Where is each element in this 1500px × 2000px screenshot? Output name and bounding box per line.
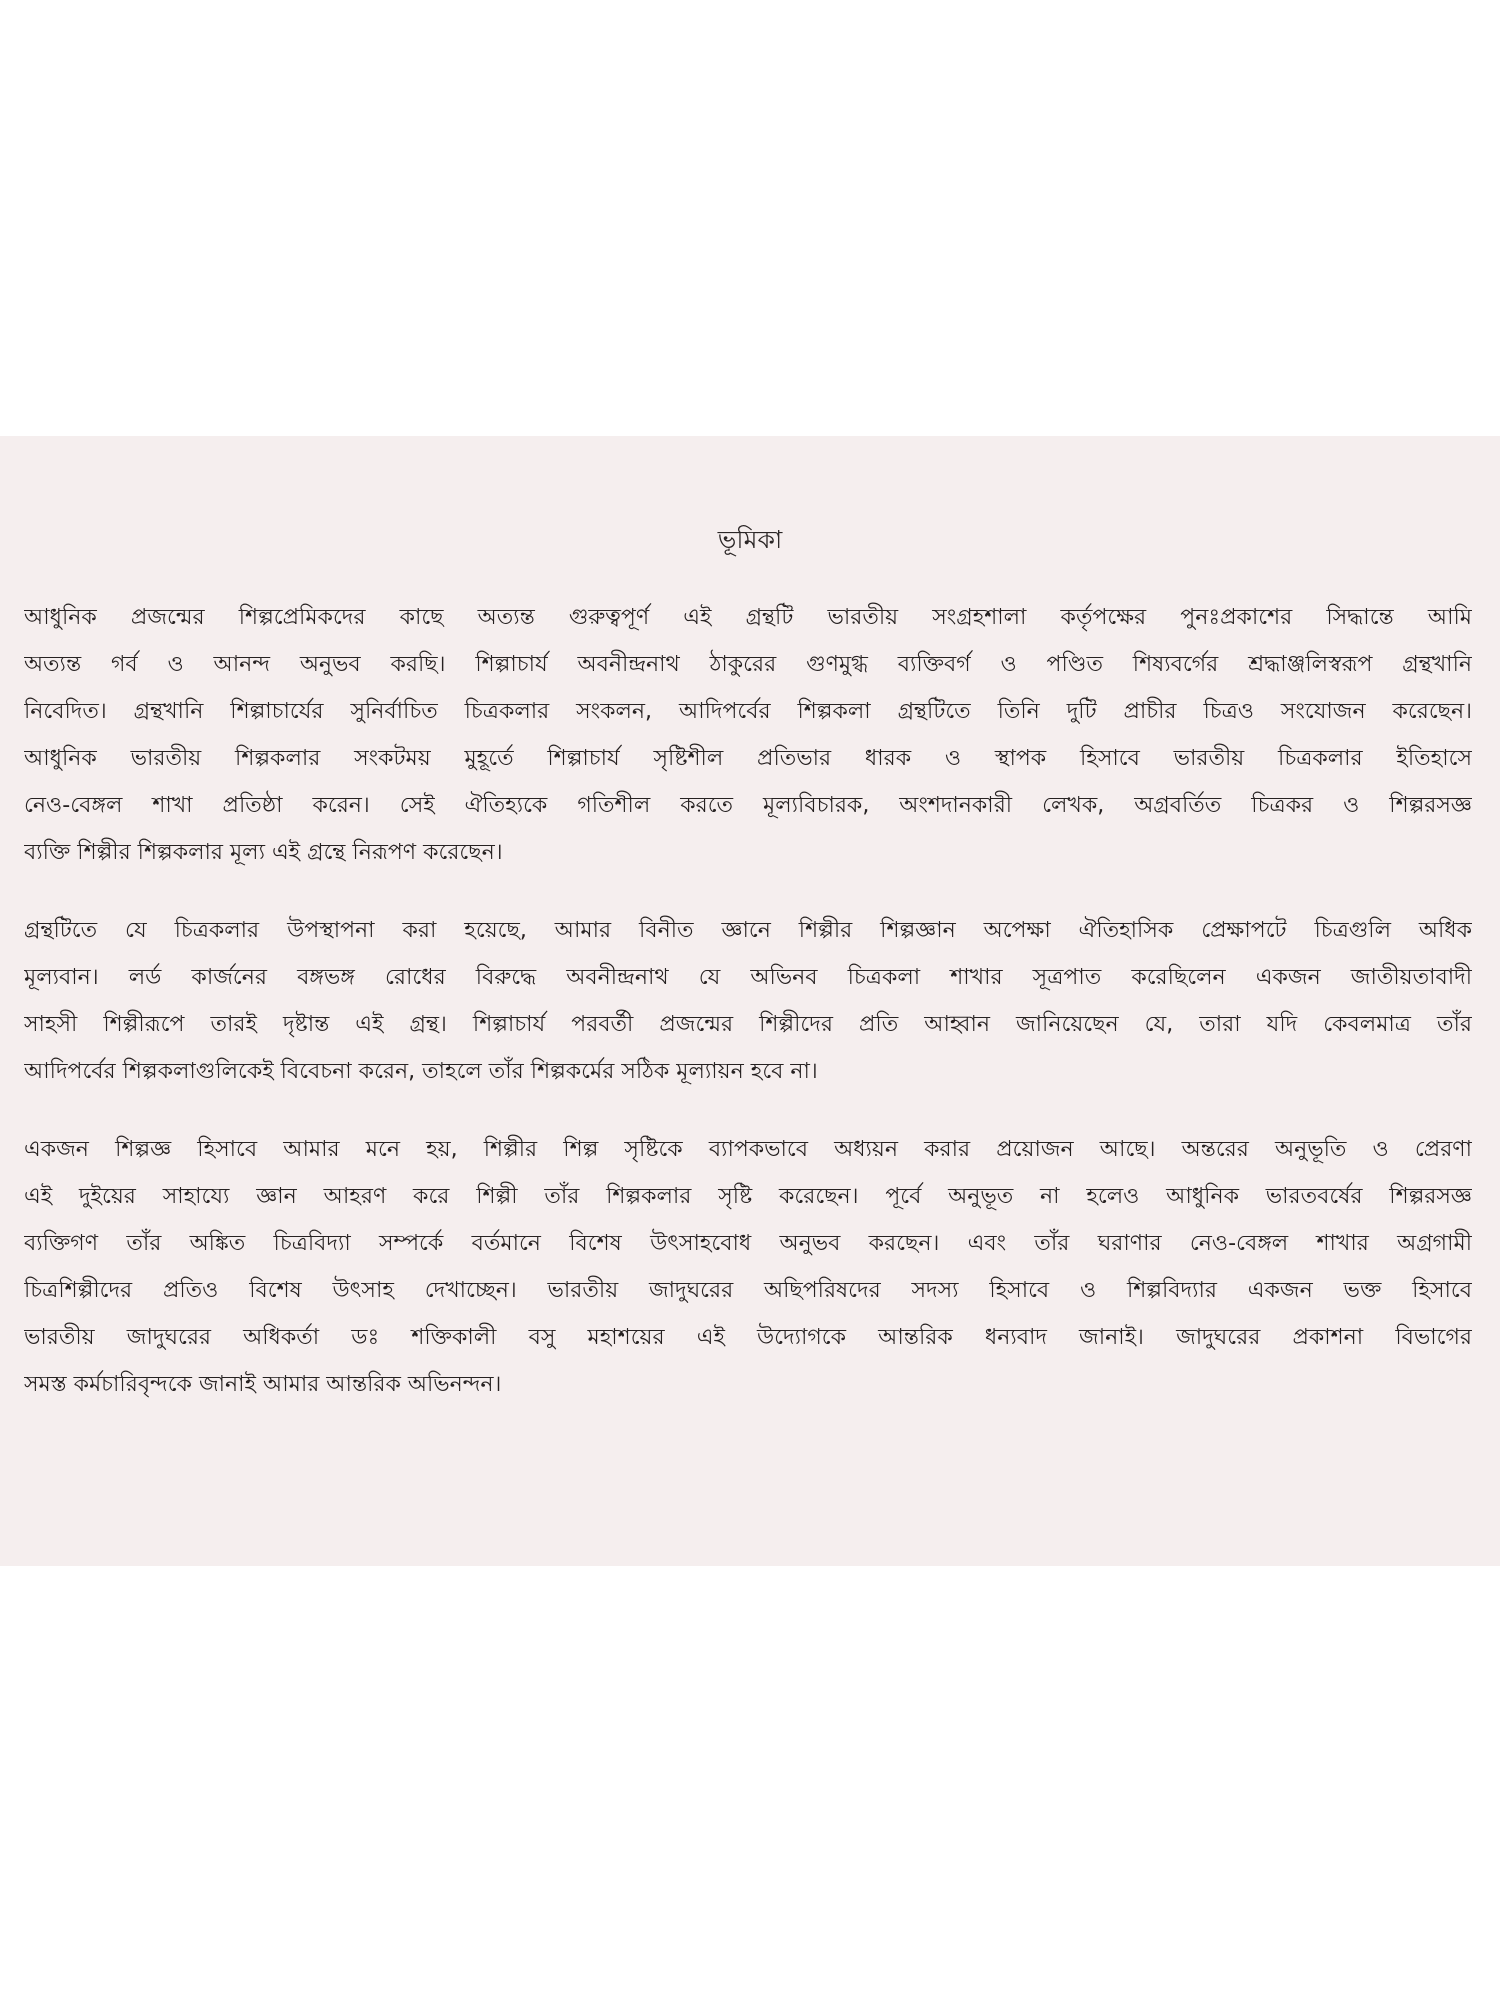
- text-line: অত্যন্ত গর্ব ও আনন্দ অনুভব করছি। শিল্পাচার্য অবনীন্দ্রনাথ ঠাকুরের গুণমুগ্ধ ব্যক্তিবর্গ ও পণ্ডিত শিষ্যবর্গের শ্রদ্ধাঞ্জলিস্বরূপ গ্রন্থখানি: [24, 652, 1472, 677]
- text-line: মূল্যবান। লর্ড কার্জনের বঙ্গভঙ্গ রোধের বিরুদ্ধে অবনীন্দ্রনাথ যে অভিনব চিত্রকলা শাখার সূত্রপাত করেছিলেন একজন জাতীয়তাবাদী: [24, 965, 1472, 990]
- text-line: আদিপর্বের শিল্পকলাগুলিকেই বিবেচনা করেন, তাহলে তাঁর শিল্পকর্মের সঠিক মূল্যায়ন হবে না।: [24, 1059, 818, 1084]
- text-line: ব্যক্তিগণ তাঁর অঙ্কিত চিত্রবিদ্যা সম্পর্কে বর্তমানে বিশেষ উৎসাহবোধ অনুভব করছেন। এবং তাঁর ঘরাণার নেও-বেঙ্গল শাখার অগ্রগামী: [24, 1231, 1472, 1256]
- text-line: চিত্রশিল্পীদের প্রতিও বিশেষ উৎসাহ দেখাচ্ছেন। ভারতীয় জাদুঘরের অছিপরিষদের সদস্য হিসাবে ও শিল্পবিদ্যার একজন ভক্ত হিসাবে: [24, 1278, 1472, 1303]
- text-line: আধুনিক ভারতীয় শিল্পকলার সংকটময় মুহূর্তে শিল্পাচার্য সৃষ্টিশীল প্রতিভার ধারক ও স্থাপক হিসাবে ভারতীয় চিত্রকলার ইতিহাসে: [24, 746, 1472, 771]
- paragraph-2: [24, 907, 1472, 1095]
- page-heading: ভূমিকা: [717, 525, 783, 554]
- paragraph-1: [24, 594, 1472, 876]
- text-line: গ্রন্থটিতে যে চিত্রকলার উপস্থাপনা করা হয়েছে, আমার বিনীত জ্ঞানে শিল্পীর শিল্পজ্ঞান অপেক্ষা ঐতিহাসিক প্রেক্ষাপটে চিত্রগুলি অধিক: [24, 918, 1472, 943]
- text-line: আধুনিক প্রজন্মের শিল্পপ্রেমিকদের কাছে অত্যন্ত গুরুত্বপূর্ণ এই গ্রন্থটি ভারতীয় সংগ্রহশালা কর্তৃপক্ষের পুনঃপ্রকাশের সিদ্ধান্তে আমি: [24, 605, 1472, 630]
- text-line: সাহসী শিল্পীরূপে তারই দৃষ্টান্ত এই গ্রন্থ। শিল্পাচার্য পরবর্তী প্রজন্মের শিল্পীদের প্রতি আহ্বান জানিয়েছেন যে, তারা যদি কেবলমাত্র তাঁর: [24, 1012, 1472, 1037]
- scanned-page: [0, 436, 1500, 1566]
- text-line: এই দুইয়ের সাহায্যে জ্ঞান আহরণ করে শিল্পী তাঁর শিল্পকলার সৃষ্টি করেছেন। পূর্বে অনুভূত না হলেও আধুনিক ভারতবর্ষের শিল্পরসজ্ঞ: [24, 1184, 1472, 1209]
- text-line: ব্যক্তি শিল্পীর শিল্পকলার মূল্য এই গ্রন্থে নিরূপণ করেছেন।: [24, 840, 503, 865]
- text-line: নিবেদিত। গ্রন্থখানি শিল্পাচার্যের সুনির্বাচিত চিত্রকলার সংকলন, আদিপর্বের শিল্পকলা গ্রন্থটিতে তিনি দুটি প্রাচীর চিত্রও সংযোজন করেছেন।: [24, 699, 1472, 724]
- text-line: সমস্ত কর্মচারিবৃন্দকে জানাই আমার আন্তরিক অভিনন্দন।: [24, 1372, 502, 1397]
- text-line: ভারতীয় জাদুঘরের অধিকর্তা ডঃ শক্তিকালী বসু মহাশয়ের এই উদ্যোগকে আন্তরিক ধন্যবাদ জানাই। জাদুঘরের প্রকাশনা বিভাগের: [24, 1325, 1472, 1350]
- text-line: একজন শিল্পজ্ঞ হিসাবে আমার মনে হয়, শিল্পীর শিল্প সৃষ্টিকে ব্যাপকভাবে অধ্যয়ন করার প্রয়োজন আছে। অন্তরের অনুভূতি ও প্রেরণা: [24, 1137, 1472, 1162]
- paragraph-3: [24, 1126, 1472, 1408]
- body-text: [24, 594, 1472, 1439]
- text-line: নেও-বেঙ্গল শাখা প্রতিষ্ঠা করেন। সেই ঐতিহ্যকে গতিশীল করতে মূল্যবিচারক, অংশদানকারী লেখক, অগ্রবর্তিত চিত্রকর ও শিল্পরসজ্ঞ: [24, 793, 1472, 818]
